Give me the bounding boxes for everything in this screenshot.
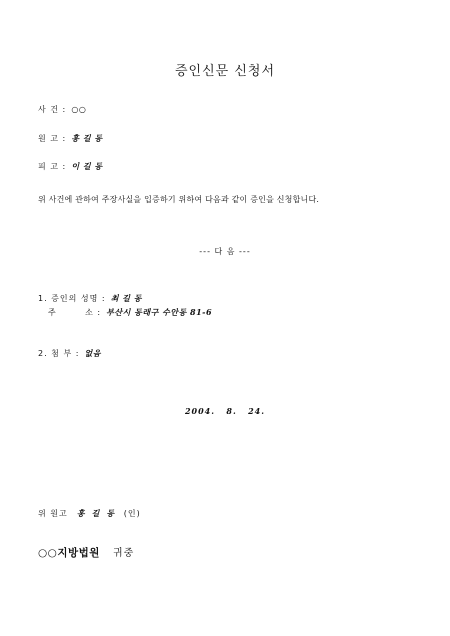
- plaintiff-line: [38, 126, 103, 145]
- address-line: [48, 300, 212, 319]
- case-value: ○○: [71, 104, 87, 114]
- court-name: ○○지방법원: [38, 547, 100, 559]
- case-label: 사 건 :: [38, 105, 67, 114]
- section-heading: --- 다 음 ---: [199, 247, 251, 256]
- attachment-value: 없음: [84, 348, 101, 358]
- defendant-line: [38, 154, 103, 173]
- signer-name: 홍 길 동: [76, 508, 115, 518]
- witness-name-value: 최 길 동: [110, 293, 142, 303]
- document-title: 증인신문 신청서: [174, 64, 276, 79]
- plaintiff-value: 홍 길 동: [71, 133, 103, 143]
- case-line: [38, 97, 86, 116]
- attachment-label: 2. 첨 부 :: [38, 349, 80, 358]
- signer-prefix: 위 원고: [38, 509, 68, 518]
- statement-text: 위 사건에 관하여 주장사실을 입증하기 위하여 다음과 같이 증인을 신청합니다.: [38, 195, 320, 204]
- court-suffix: 귀중: [113, 548, 135, 559]
- defendant-label: 피 고 :: [38, 162, 67, 171]
- address-value: 부산시 동래구 수안동 81-6: [106, 307, 213, 317]
- address-label: 주 소 :: [48, 308, 102, 317]
- defendant-value: 이 길 동: [71, 161, 103, 171]
- document-date: 2004. 8. 24.: [184, 406, 266, 416]
- witness-name-label: 1. 증인의 성명 :: [38, 294, 106, 303]
- seal-mark: (인): [123, 509, 141, 518]
- plaintiff-label: 원 고 :: [38, 134, 67, 143]
- signature-line: [38, 501, 141, 520]
- court-line: [38, 541, 134, 560]
- attachment-line: [38, 341, 101, 360]
